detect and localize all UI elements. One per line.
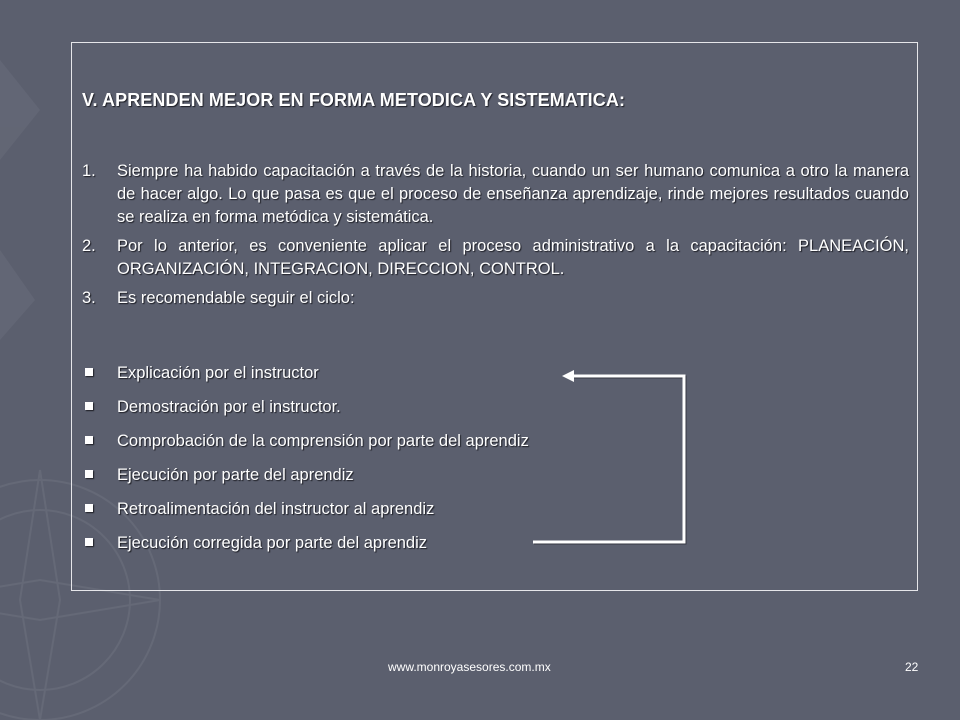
slide-heading: V. APRENDEN MEJOR EN FORMA METODICA Y SISTEMATICA:	[82, 90, 626, 110]
footer-website: www.monroyasesores.com.mx	[388, 660, 551, 674]
arrowhead-icon	[562, 370, 574, 382]
item-number: 2.	[82, 237, 96, 255]
cycle-step-label: Retroalimentación del instructor al aprendiz	[117, 500, 435, 518]
cycle-step-label: Demostración por el instructor.	[117, 398, 341, 416]
item-text: Por lo anterior, es conveniente aplicar el proceso administrativo a la capacitación: PLANEACIÓN, ORGANIZACIÓN, INTEGRACION, DIRECCION, CONTROL.	[117, 237, 909, 278]
item-number: 3.	[82, 289, 96, 307]
cycle-step-label: Comprobación de la comprensión por parte del aprendiz	[117, 432, 529, 450]
page-number: 22	[905, 660, 919, 674]
item-text: Es recomendable seguir el ciclo:	[117, 289, 355, 307]
item-text: Siempre ha habido capacitación a través de la historia, cuando un ser humano comunica a otro la manera de hacer algo. Lo que pasa es que el proceso de enseñanza aprendizaje, rinde mejores resultados cuando se realiza en forma metódica y sistemática.	[117, 162, 909, 226]
item-number: 1.	[82, 162, 96, 180]
cycle-step-label: Ejecución por parte del aprendiz	[117, 466, 354, 484]
cycle-step-label: Ejecución corregida por parte del aprendiz	[117, 534, 428, 552]
cycle-step-label: Explicación por el instructor	[117, 364, 319, 382]
